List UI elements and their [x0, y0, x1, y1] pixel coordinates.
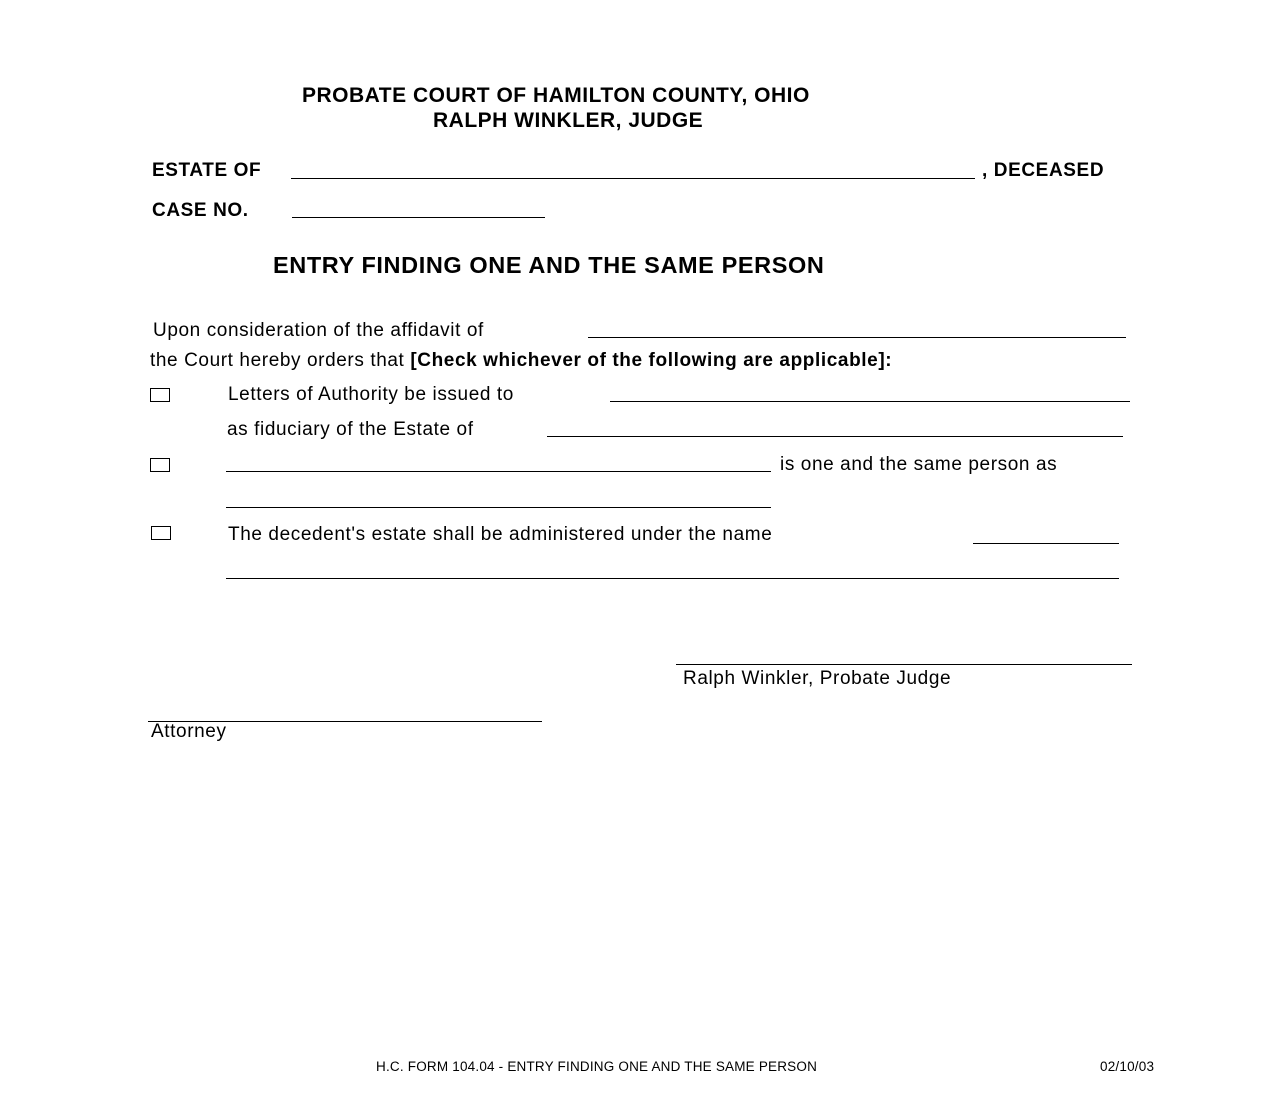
person-a-field[interactable] — [226, 447, 771, 471]
letters-label: Letters of Authority be issued to — [228, 384, 514, 405]
judge-signature-field[interactable] — [676, 640, 1132, 664]
attorney-label: Attorney — [151, 721, 227, 742]
order-text — [150, 350, 892, 372]
affiant-name-field[interactable] — [588, 313, 1126, 337]
case-label: CASE NO. — [152, 200, 249, 221]
administered-checkbox[interactable] — [151, 526, 171, 540]
person-a-line — [226, 471, 771, 472]
letters-recipient-field[interactable] — [610, 377, 1130, 401]
court-name: PROBATE COURT OF HAMILTON COUNTY, OHIO — [302, 84, 810, 107]
attorney-signature-field[interactable] — [148, 697, 542, 721]
deceased-label: , DECEASED — [982, 160, 1105, 181]
judge-name: RALPH WINKLER, JUDGE — [433, 109, 704, 132]
fiduciary-estate-line — [547, 436, 1123, 437]
administered-label: The decedent's estate shall be administered under the name — [228, 524, 773, 545]
estate-line — [291, 178, 975, 179]
letters-recipient-line — [610, 401, 1130, 402]
estate-label: ESTATE OF — [152, 160, 262, 181]
order-instruction: [Check whichever of the following are applicable]: — [410, 350, 893, 371]
order-prefix: the Court hereby orders that — [150, 350, 405, 371]
same-person-label: is one and the same person as — [780, 454, 1058, 475]
administered-name-line-2 — [226, 578, 1119, 579]
judge-signature-line — [676, 664, 1132, 665]
intro-text: Upon consideration of the affidavit of — [153, 320, 484, 341]
person-b-line — [226, 507, 771, 508]
case-line — [292, 217, 545, 218]
affiant-line — [588, 337, 1126, 338]
person-b-field[interactable] — [226, 483, 771, 507]
letters-checkbox[interactable] — [150, 388, 170, 402]
form-number: H.C. FORM 104.04 - ENTRY FINDING ONE AND THE SAME PERSON — [376, 1059, 818, 1074]
form-date: 02/10/03 — [1100, 1059, 1155, 1074]
estate-name-field[interactable] — [291, 154, 975, 178]
administered-name-field-2[interactable] — [226, 554, 1119, 578]
same-person-checkbox[interactable] — [150, 458, 170, 472]
fiduciary-estate-field[interactable] — [547, 412, 1123, 436]
page-title: ENTRY FINDING ONE AND THE SAME PERSON — [273, 252, 825, 278]
judge-signature-label: Ralph Winkler, Probate Judge — [683, 668, 952, 689]
administered-name-line-1 — [973, 543, 1119, 544]
fiduciary-label: as fiduciary of the Estate of — [227, 419, 474, 440]
case-number-field[interactable] — [292, 193, 545, 217]
administered-name-field-1[interactable] — [973, 519, 1119, 543]
